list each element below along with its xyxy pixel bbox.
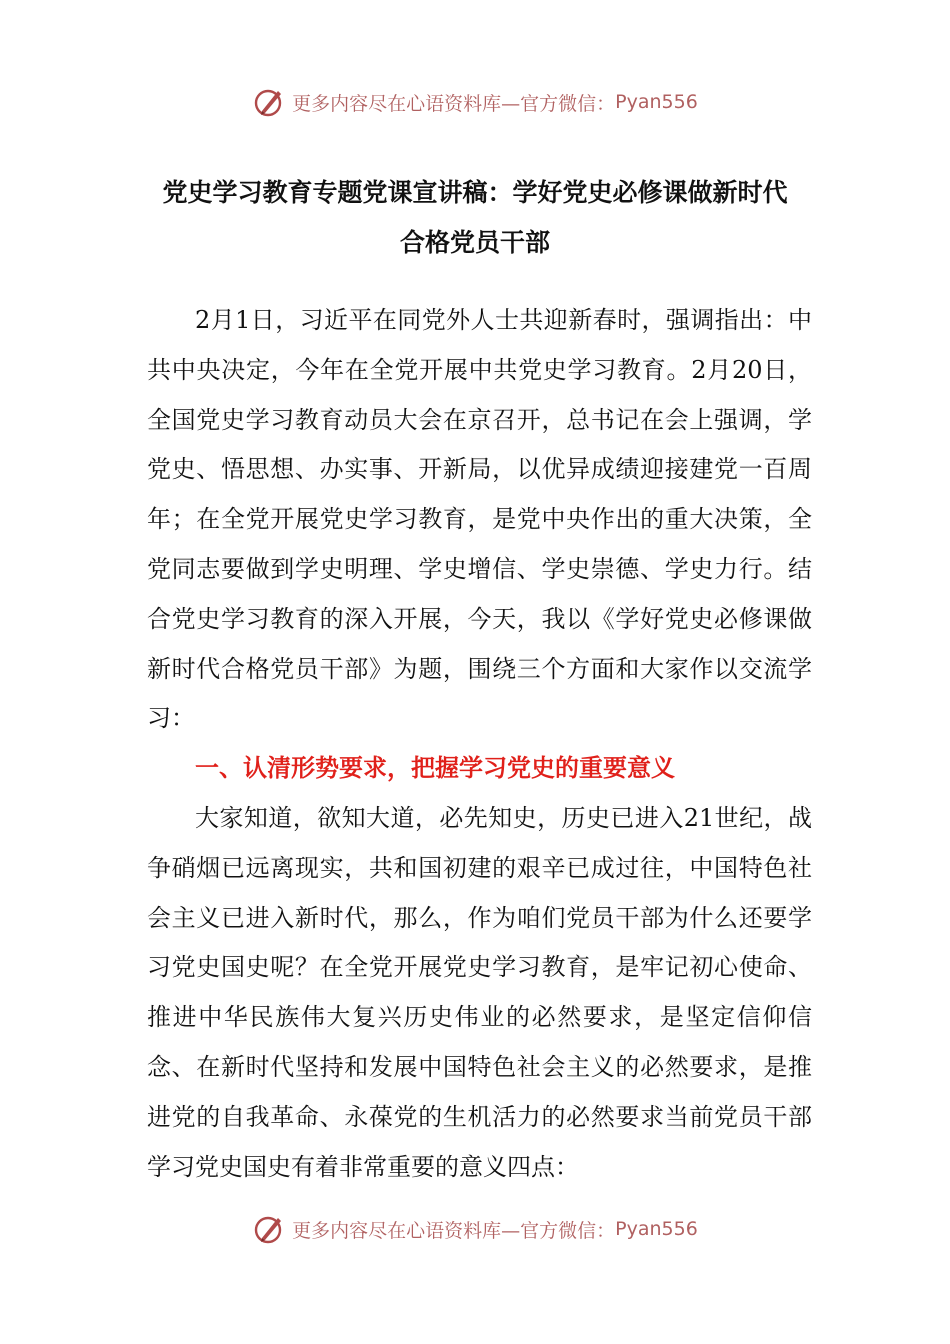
- watermark-text: 更多内容尽在心语资料库—官方微信：: [292, 92, 616, 115]
- paragraph-2: 大家知道，欲知大道，必先知史，历史已进入21世纪，战争硝烟已远离现实，共和国初建的艰辛已成过往，中国特色社会主义已进入新时代，那么，作为咱们党员干部为什么还要学习党史国史呢？在全党开展党史学习教育，是牢记初心使命、推进中华民族伟大复兴历史伟业的必然要求，是坚定信仰信念、在新时代坚持和发展中国特色社会主义的必然要求，是推进党的自我革命、永葆党的生机活力的必然要求当前党员干部学习党史国史有着非常重要的意义四点：: [147, 803, 812, 1181]
- watermark-banner-bottom: [0, 1209, 950, 1249]
- section-heading-1: 一、认清形势要求，把握学习党史的重要意义: [195, 754, 675, 783]
- document-body: [147, 296, 812, 1192]
- watermark-wechat-id: Pyan556: [615, 91, 698, 113]
- title-line-2: 合格党员干部: [399, 228, 550, 257]
- watermark-text: 更多内容尽在心语资料库—官方微信：: [292, 1219, 616, 1242]
- title-line-1: 党史学习教育专题党课宣讲稿：学好党史必修课做新时代: [162, 178, 788, 207]
- document-title: [120, 168, 830, 268]
- pen-in-circle-icon: [252, 85, 286, 119]
- pen-in-circle-icon: [252, 1212, 286, 1246]
- watermark-wechat-id: Pyan556: [615, 1218, 698, 1240]
- paragraph-1: 2月1日，习近平在同党外人士共迎新春时，强调指出：中共中央决定，今年在全党开展中共党史学习教育。2月20日，全国党史学习教育动员大会在京召开，总书记在会上强调，学党史、悟思想、办实事、开新局，以优异成绩迎接建党一百周年；在全党开展党史学习教育，是党中央作出的重大决策，全党同志要做到学史明理、学史增信、学史崇德、学史力行。结合党史学习教育的深入开展，今天，我以《学好党史必修课做新时代合格党员干部》为题，围绕三个方面和大家作以交流学习：: [147, 306, 812, 733]
- watermark-banner-top: [0, 82, 950, 122]
